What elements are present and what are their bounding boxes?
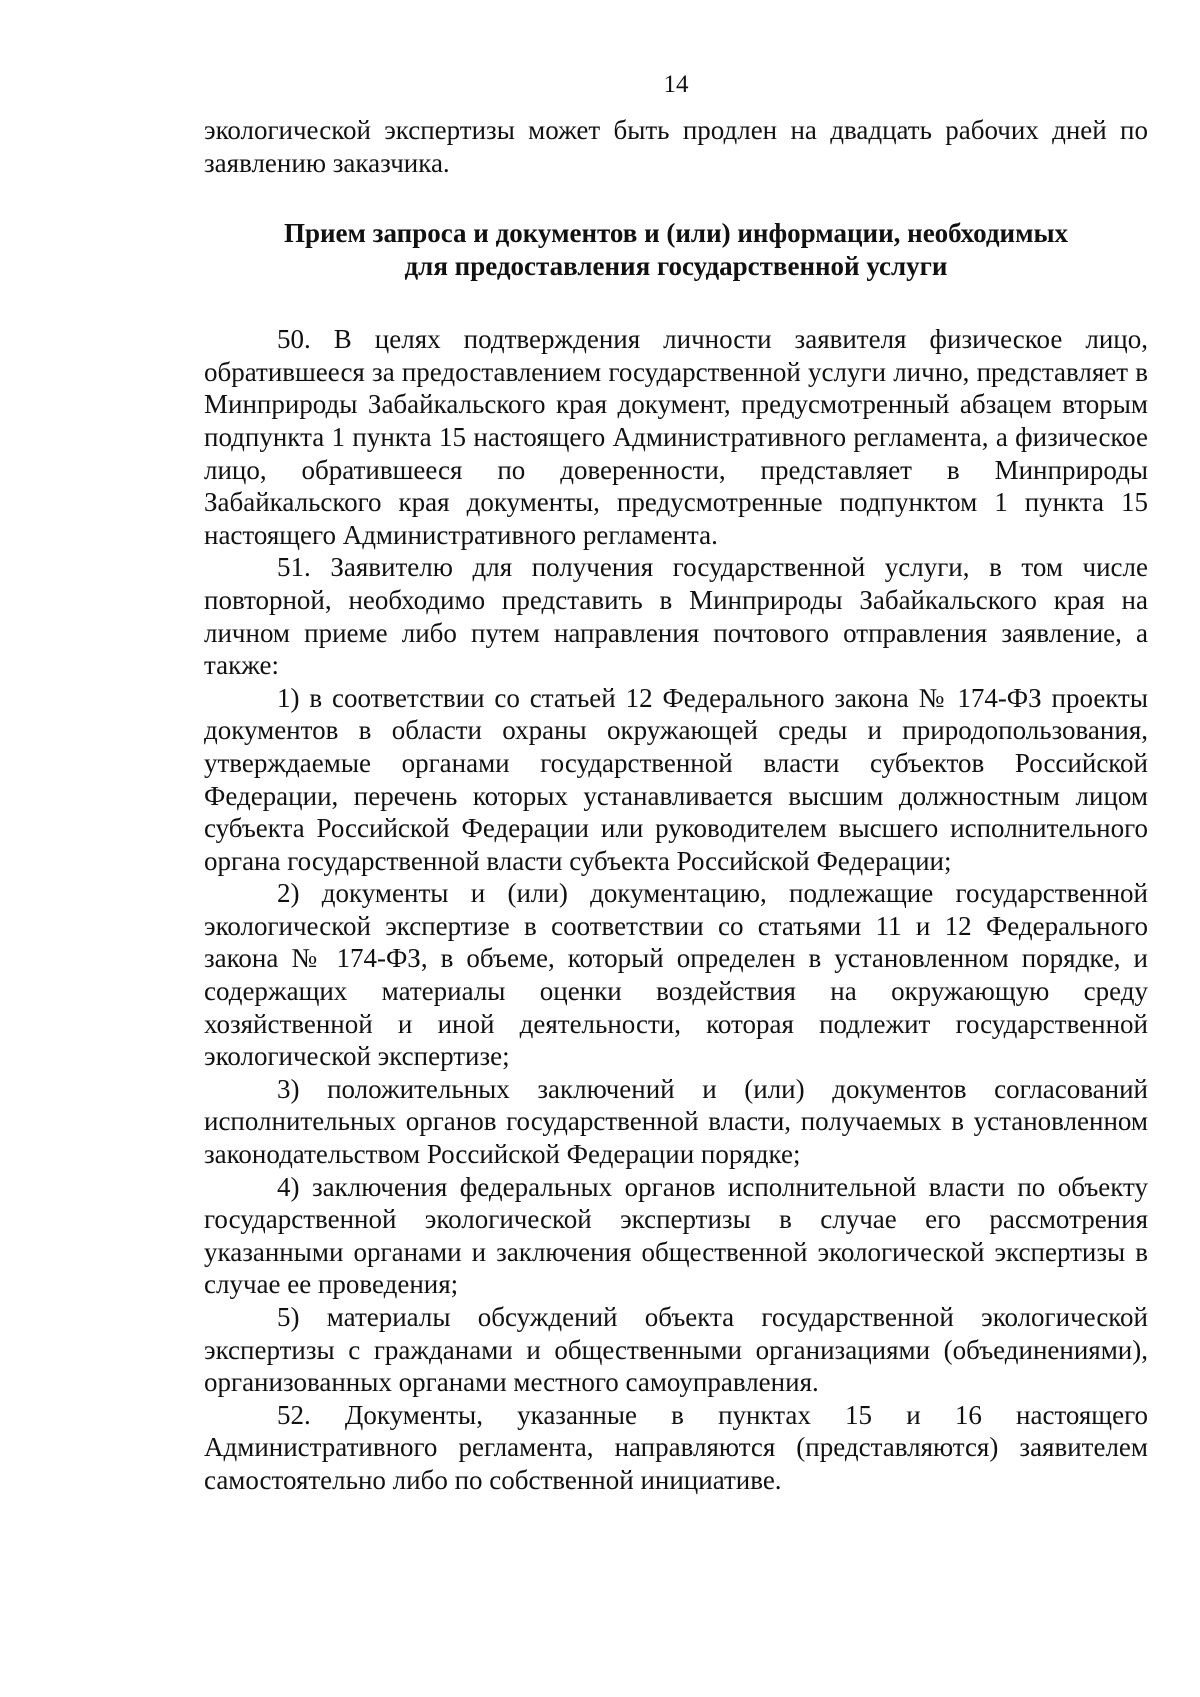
paragraph-51: 51. Заявителю для получения государственной услуги, в том числе повторной, необходимо представить в Минприроды Забайкальского края на личном приеме либо путем направления почтового отправления заявление, а также: [204, 552, 1148, 681]
list-item-1: 1) в соответствии со статьей 12 Федерального закона № 174-ФЗ проекты документов в области охраны окружающей среды и природопользования, утверждаемые органами государственной власти субъектов Российской Федерации, перечень которых устанавливается высшим должностным лицом субъекта Российской Федерации или руководителем высшего исполнительного органа государственной власти субъекта Российской Федерации; [204, 682, 1148, 876]
section-heading-line-2: для предоставления государственной услуги [404, 251, 948, 282]
list-item-5: 5) материалы обсуждений объекта государственной экологической экспертизы с гражданами и общественными организациями (объединениями), организованных органами местного самоуправления. [204, 1302, 1148, 1398]
section-heading [204, 217, 1148, 283]
list-item-4: 4) заключения федеральных органов исполнительной власти по объекту государственной экологической экспертизы в случае его рассмотрения указанными органами и заключения общественной экологической экспертизы в случае ее проведения; [204, 1171, 1148, 1300]
section-heading-line-1: Прием запроса и документов и (или) информации, необходимых [283, 218, 1069, 249]
page-number: 14 [663, 71, 689, 98]
list-item-2: 2) документы и (или) документацию, подлежащие государственной экологической экспертизе в соответствии со статьями 11 и 12 Федерального закона № 174-ФЗ, в объеме, который определен в установленном порядке, и содержащих материалы оценки воздействия на окружающую среду хозяйственной и иной деятельности, которая подлежит государственной экологической экспертизе; [204, 878, 1148, 1072]
paragraph-52: 52. Документы, указанные в пунктах 15 и 16 настоящего Административного регламента, направляются (представляются) заявителем самостоятельно либо по собственной инициативе. [204, 1399, 1148, 1495]
intro-paragraph: экологической экспертизы может быть продлен на двадцать рабочих дней по заявлению заказчика. [204, 115, 1148, 178]
list-item-3: 3) положительных заключений и (или) документов согласований исполнительных органов государственной власти, получаемых в установленном законодательством Российской Федерации порядке; [204, 1073, 1148, 1170]
paragraph-50: 50. В целях подтверждения личности заявителя физическое лицо, обратившееся за предоставлением государственной услуги лично, представляет в Минприроды Забайкальского края документ, предусмотренный абзацем вторым подпункта 1 пункта 15 настоящего Административного регламента, а физическое лицо, обратившееся по доверенности, представляет в Минприроды Забайкальского края документы, предусмотренные подпунктом 1 пункта 15 настоящего Административного регламента. [204, 324, 1148, 550]
